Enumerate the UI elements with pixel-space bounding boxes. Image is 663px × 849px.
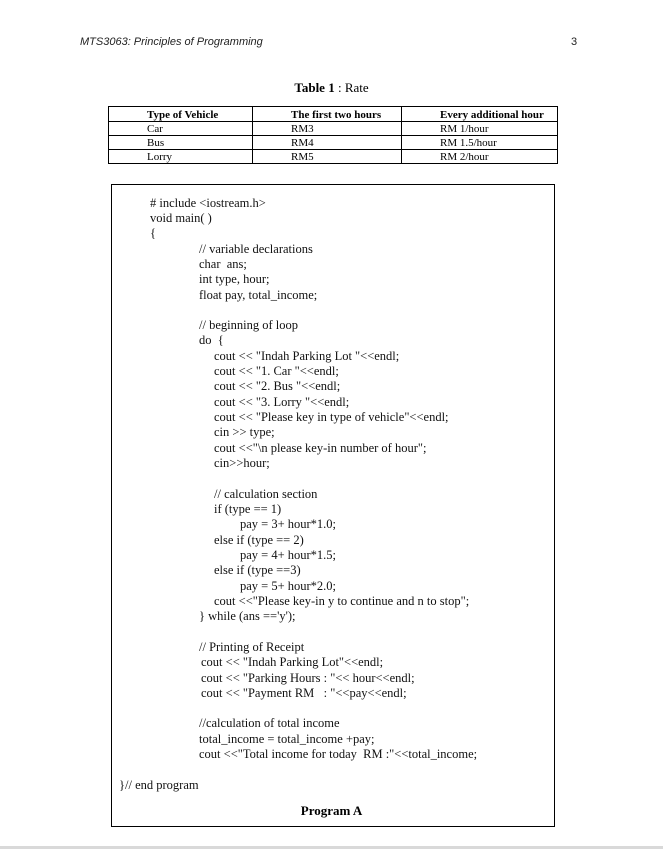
rate-table	[108, 106, 558, 164]
code-line: }// end program	[119, 778, 199, 792]
table-header-row	[109, 107, 558, 122]
code-line: char ans;	[199, 257, 247, 271]
table-title-text: : Rate	[334, 80, 369, 95]
code-line: // beginning of loop	[199, 318, 298, 332]
code-line: cout <<"\n please key-in number of hour";	[214, 441, 427, 455]
table-cell: RM 1.5/hour	[402, 136, 558, 150]
code-line: cout << "3. Lorry "<<endl;	[214, 395, 350, 409]
code-line: void main( )	[150, 211, 212, 225]
code-line: cout << "2. Bus "<<endl;	[214, 379, 341, 393]
code-line: // Printing of Receipt	[199, 640, 305, 654]
table-header-cell: Every additional hour	[402, 107, 558, 122]
table-cell: RM4	[253, 136, 402, 150]
code-line: pay = 3+ hour*1.0;	[240, 517, 337, 531]
table-cell: Car	[109, 122, 253, 136]
table-title	[0, 80, 663, 96]
code-line: # include <iostream.h>	[150, 196, 266, 210]
table-cell: RM 2/hour	[402, 150, 558, 164]
table-cell: RM3	[253, 122, 402, 136]
code-line: cout << "Parking Hours : "<< hour<<endl;	[201, 671, 415, 685]
code-line: } while (ans =='y');	[199, 609, 296, 623]
code-line: cin >> type;	[214, 425, 275, 439]
code-line: if (type == 1)	[214, 502, 282, 516]
code-line: // calculation section	[214, 487, 318, 501]
code-line: cout <<"Total income for today RM :"<<total_income;	[199, 747, 478, 761]
code-line: else if (type ==3)	[214, 563, 301, 577]
code-line: // variable declarations	[199, 242, 313, 256]
code-line: cout <<"Please key-in y to continue and n to stop";	[214, 594, 470, 608]
code-line: cout << "Payment RM : "<<pay<<endl;	[201, 686, 407, 700]
table-row	[109, 150, 558, 164]
code-line: pay = 5+ hour*2.0;	[240, 579, 337, 593]
table-row	[109, 136, 558, 150]
code-line: do {	[199, 333, 224, 347]
table-cell: RM5	[253, 150, 402, 164]
code-line: cin>>hour;	[214, 456, 270, 470]
table-cell: Lorry	[109, 150, 253, 164]
table-header-cell: The first two hours	[253, 107, 402, 122]
code-line: cout << "Indah Parking Lot"<<endl;	[201, 655, 384, 669]
code-line: total_income = total_income +pay;	[199, 732, 375, 746]
code-line: cout << "Indah Parking Lot "<<endl;	[214, 349, 400, 363]
code-line: int type, hour;	[199, 272, 270, 286]
code-line: pay = 4+ hour*1.5;	[240, 548, 337, 562]
code-line: cout << "1. Car "<<endl;	[214, 364, 339, 378]
page-number: 3	[571, 36, 578, 48]
code-line: else if (type == 2)	[214, 533, 304, 547]
table-cell: Bus	[109, 136, 253, 150]
table-header-cell: Type of Vehicle	[109, 107, 253, 122]
code-line: {	[150, 226, 156, 240]
table-title-label: Table 1	[294, 80, 335, 95]
table-cell: RM 1/hour	[402, 122, 558, 136]
code-line: cout << "Please key in type of vehicle"<<endl;	[214, 410, 449, 424]
code-line: //calculation of total income	[199, 716, 340, 730]
course-header: MTS3063: Principles of Programming	[80, 36, 263, 48]
program-label: Program A	[300, 803, 363, 818]
code-line: float pay, total_income;	[199, 288, 318, 302]
table-row	[109, 122, 558, 136]
